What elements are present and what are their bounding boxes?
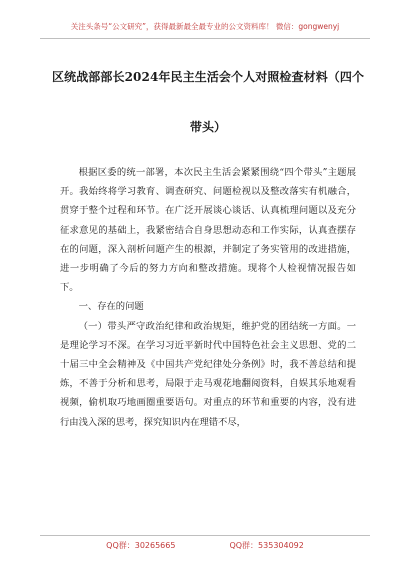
footer-bar — [40, 535, 370, 551]
footer-qq-group-2: QQ群：535304092 — [229, 541, 304, 550]
footer-qq-group-1: QQ群：30265665 — [106, 541, 176, 550]
document-title-line-2: 带头） — [189, 120, 227, 134]
section-heading-problems: 一、存在的问题 — [78, 301, 144, 313]
intro-paragraph: 根据区委的统一部署，本次民主生活会紧紧围绕“四个带头”主题展开。我始终将学习教育、调查研究、问题检视以及整改落实有机融合，贯穿于整个过程和环节。在广泛开展谈心谈话、认真梳理问题以及充分征求意见的基础上，我紧密结合自身思想动态和工作实际，认真查摆存在的问题，深入剖析问题产生的根源，并制定了务实管用的改进措施，进一步明确了今后的努力方向和整改措施。现将个人检视情况报告如下。 — [60, 167, 356, 294]
header-banner: 关注头条号“公文研究”，获得最新最全最专业的公文资料库！ 微信：gongwenyj — [40, 21, 370, 39]
item-paragraph-1: （一）带头严守政治纪律和政治规矩，维护党的团结统一方面。一是理论学习不深。在学习习近平新时代中国特色社会主义思想、党的二十届三中全会精神及《中国共产党纪律处分条例》时，我不善总结和提炼，不善于分析和思考，局限于走马观花地翻阅资料，自娱其乐地观看视频，偷机取巧地画圈重要语句。对重点的环节和重要的内容，没有进行由浅入深的思考，探究知识内在理错不尽， — [60, 320, 356, 428]
document-title-line-1: 区统战部部长2024年民主生活会个人对照检查材料（四个 — [52, 70, 365, 84]
document-body — [60, 163, 356, 432]
